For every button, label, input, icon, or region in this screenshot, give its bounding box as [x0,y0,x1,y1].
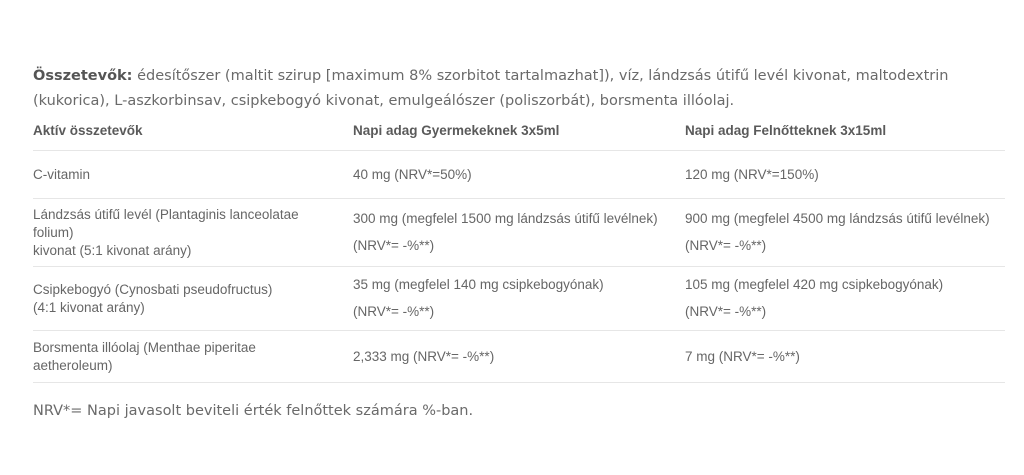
child-dose: 40 mg (NRV*=50%) [353,151,685,199]
adult-dose: 900 mg (megfelel 4500 mg lándzsás útifű levélnek) (NRV*= -%**) [685,199,1005,267]
header-child-dose: Napi adag Gyermekeknek 3x5ml [353,110,685,151]
table-row [33,331,1005,383]
adult-dose: 105 mg (megfelel 420 mg csipkebogyónak) (NRV*= -%**) [685,267,1005,331]
table-row [33,151,1005,199]
ingredient-name: Borsmenta illóolaj (Menthae piperitae aetheroleum) [33,331,353,383]
ingredients-text: édesítőszer (maltit szirup [maximum 8% szorbitot tartalmazhat]), víz, lándzsás útifű levél kivonat, maltodextrin (kukorica), L-aszkorbinsav, csipkebogyó kivonat, emulgeálószer (poliszorbát), borsmenta illóolaj. [33,67,949,109]
table-row [33,267,1005,331]
nutrition-table [33,110,1005,383]
table-row [33,199,1005,267]
ingredients-label: Összetevők: [33,67,133,84]
nrv-footnote: NRV*= Napi javasolt beviteli érték felnőttek számára %-ban. [33,403,474,419]
child-dose: 300 mg (megfelel 1500 mg lándzsás útifű levélnek) (NRV*= -%**) [353,199,685,267]
child-dose: 35 mg (megfelel 140 mg csipkebogyónak) (NRV*= -%**) [353,267,685,331]
ingredient-name: Lándzsás útifű levél (Plantaginis lanceolatae folium) kivonat (5:1 kivonat arány) [33,199,353,267]
header-adult-dose: Napi adag Felnőtteknek 3x15ml [685,110,1005,151]
ingredients-paragraph [33,64,963,114]
ingredient-name: C-vitamin [33,151,353,199]
adult-dose: 7 mg (NRV*= -%**) [685,331,1005,383]
adult-dose: 120 mg (NRV*=150%) [685,151,1005,199]
header-active-ingredients: Aktív összetevők [33,110,353,151]
ingredient-name: Csipkebogyó (Cynosbati pseudofructus) (4:1 kivonat arány) [33,267,353,331]
child-dose: 2,333 mg (NRV*= -%**) [353,331,685,383]
table-header-row [33,110,1005,151]
